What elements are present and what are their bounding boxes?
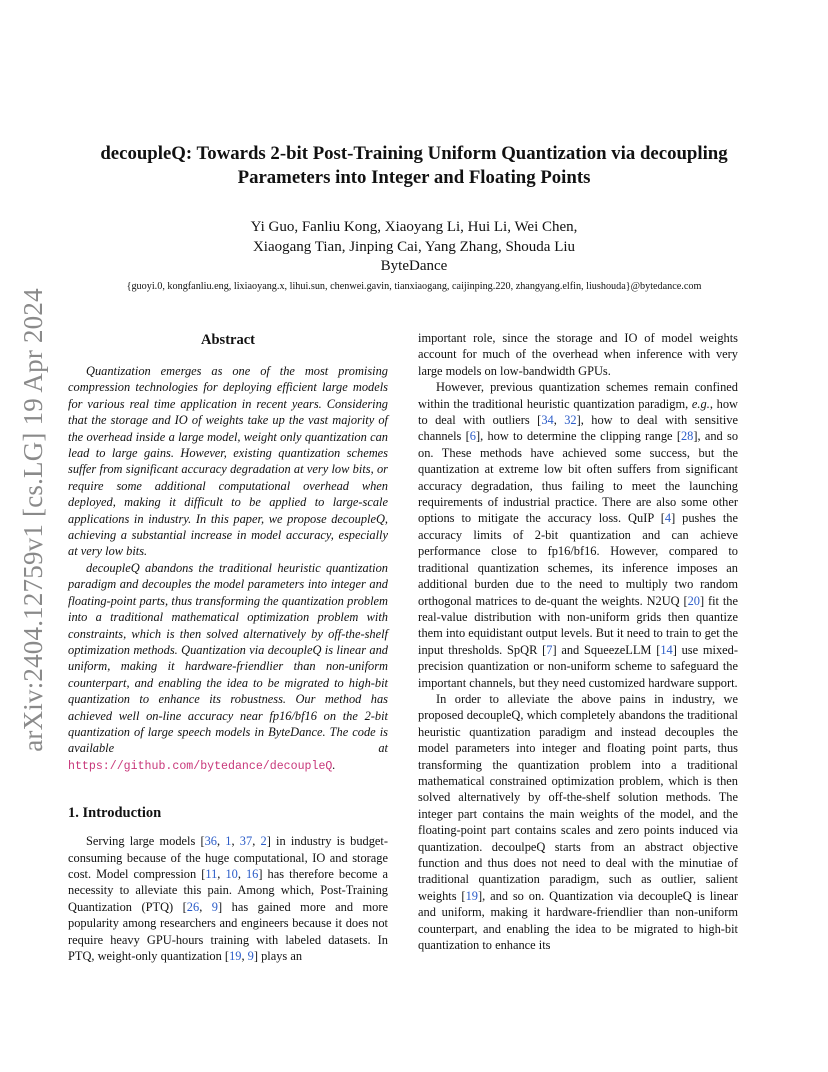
arxiv-identifier: arXiv:2404.12759v1 [cs.LG] 19 Apr 2024: [18, 288, 48, 752]
citation-link[interactable]: 37: [239, 834, 253, 849]
citation-link[interactable]: 32: [564, 413, 577, 428]
citation-link[interactable]: 36: [204, 834, 217, 849]
paper-title: [70, 142, 758, 190]
text-run: ] plays an: [253, 949, 303, 963]
text-run: ] has therefore become a necessity to alleviate this pain. Among which, Post-Training Quantization (PTQ) [: [68, 866, 388, 914]
title-line-2: Parameters into Integer and Floating Points: [237, 167, 591, 188]
text-run: e.g.: [691, 396, 710, 411]
text-run: ,: [553, 413, 565, 428]
abstract-heading: Abstract: [201, 332, 255, 348]
citation-link[interactable]: 19: [465, 888, 478, 903]
text-run: ,: [231, 834, 240, 849]
citation-link[interactable]: 9: [211, 899, 218, 914]
text-run: ] and SqueezeLLM [: [552, 642, 661, 657]
text-run: ,: [252, 834, 261, 849]
text-run: ,: [241, 949, 248, 963]
text-run: Serving large models [: [86, 834, 205, 849]
text-run: ], and so on. Quantization via decoupleQ is linear and uniform, making it hardware-friendlier than non-uniform counterpart, and enabling the idea to be migrated to high-bit quantization to enhance its: [418, 888, 738, 953]
text-run: ,: [217, 866, 226, 881]
text-run: In order to alleviate the above pains in industry, we proposed decoupleQ, which completely abandons the traditional heuristic quantization paradigm and instead decouples the model parameters into integer and floating point parts, thus transforming the quantization problem into a traditional mathematical constrained optimization problem, which is then solved alternatively by off-the-shelf solution methods. The integer part contains the main weights of the model, and the floating-point part contains scales and zero points induced via quantization. decoulpeQ starts from an abstract objective function and thus does not need to deal with the minutiae of traditional quantization paradigm, such as outlier, salient weights [: [418, 691, 738, 903]
title-line-1: decoupleQ: Towards 2-bit Post-Training Uniform Quantization via decoupling: [100, 143, 728, 164]
intro-paragraph-1-continued: important role, since the storage and IO of model weights account for much of the overhead when inference with very large models on low-bandwidth GPUs.: [418, 331, 738, 378]
author-emails: {guoyi.0, kongfanliu.eng, lixiaoyang.x, lihui.sun, chenwei.gavin, tianxiaogang, caijinping.220, zhangyang.elfin, liushouda}@bytedance.com: [126, 281, 702, 292]
text-run: ] in industry is budget-consuming because of the huge computational, IO and storage cost. Model compression [: [68, 834, 388, 881]
text-run: ,: [237, 866, 246, 881]
text-run: However, previous quantization schemes remain confined within the traditional heuristic quantization paradigm,: [418, 380, 738, 411]
text-run: ] has gained more and more popularity among researchers and engineers because it does not require heavy GPU-hours training with labeled datasets. In PTQ, weight-only quantization [: [68, 899, 388, 963]
citation-link[interactable]: 1: [225, 834, 232, 849]
citation-link[interactable]: 11: [205, 866, 218, 881]
citation-link[interactable]: 16: [245, 866, 259, 881]
text-run: ] pushes the accuracy limits of 2-bit quantization and can achieve performance close to fp16/bf16. However, compared to traditional quantization schemes, its inference imposes an additional burden due to the need to multiply two random orthogonal matrices to de-quant the weights. N2UQ [: [418, 511, 738, 608]
abstract-paragraph-2: decoupleQ abandons the traditional heuristic quantization paradigm and decouples the model parameters into integer and floating-point parts, thus transforming the quantization problem into a traditional mathematical optimization problem with constraints, which is then solved alternatively by off-the-shelf optimization methods. Quantization via decoupleQ is linear and uniform, making it hardware-friendlier than non-uniform counterpart, and enabling the idea to be migrated to high-bit quantization to enhance its robustness. Our method has achieved well on-line accuracy near fp16/bf16 on the 2-bit quantization of large speech models in ByteDance. The code is available at https://github.com/bytedance/decoupleQ.: [68, 560, 388, 773]
text-run: ], and so on. These methods have achieved some success, but the quantization at extreme low bit often suffers from significant accuracy degradation, thus failing to meet the launching requirements of industrial practice. There are also some other options to mitigate the accuracy loss. QuIP [: [418, 429, 739, 526]
citation-link[interactable]: 7: [546, 642, 553, 657]
text-run: ,: [217, 834, 226, 849]
abstract-paragraph-2-text: decoupleQ abandons the traditional heuristic quantization paradigm and decouples the model parameters into integer and floating-point parts, thus transforming the quantization problem into a traditional mathematical optimization problem with constraints, which is then solved alternatively by off-the-shelf optimization methods. Quantization via decoupleQ is linear and uniform, making it hardware-friendlier than non-uniform counterpart, and enabling the idea to be migrated to high-bit quantization to enhance its robustness. Our method has achieved well on-line accuracy near fp16/bf16 on the 2-bit quantization of large speech models in ByteDance. The code is available at: [68, 560, 388, 756]
text-run: ] fit the real-value distribution with non-uniform grids then quantize them into equidistant output levels. But it need to train to get the input thresholds. SpQR [: [418, 593, 738, 657]
text-run: ], how to determine the clipping range [: [475, 429, 681, 444]
abstract-paragraph-1: Quantization emerges as one of the most promising compression technologies for deploying efficient large models for various real time application in recent years. Considering that the storage and IO of weights take up the vast majority of the overhead inside a large model, weight only quantization can lead to large gains. However, existing quantization schemes suffer from significant accuracy degradation at very low bits, or require some additional computational overhead when deployed, making it difficult to be applied to large-scale applications in industry. In this paper, we propose decoupleQ, achieving a substantial increase in model accuracy, especially at very low bits.: [68, 364, 388, 559]
left-column: [68, 330, 388, 964]
intro-paragraph-2: [418, 379, 738, 691]
code-url-link[interactable]: https://github.com/bytedance/decoupleQ: [68, 759, 333, 773]
intro-paragraph-1: [68, 833, 388, 964]
authors-line-2: Xiaogang Tian, Jinping Cai, Yang Zhang, Shouda Liu: [252, 238, 576, 255]
citation-link[interactable]: 14: [660, 642, 673, 657]
citation-link[interactable]: 28: [680, 429, 694, 444]
citation-link[interactable]: 9: [247, 949, 254, 963]
authors-line-1: Yi Guo, Fanliu Kong, Xiaoyang Li, Hui Li, Wei Chen,: [250, 219, 578, 235]
author-block: [100, 218, 728, 277]
affiliation: ByteDance: [380, 258, 448, 274]
section-heading-introduction: 1. Introduction: [68, 805, 162, 822]
citation-link[interactable]: 10: [225, 866, 238, 881]
text-run: , how to deal with outliers [: [418, 396, 738, 428]
citation-link[interactable]: 19: [229, 949, 242, 963]
intro-paragraph-3: [418, 691, 738, 954]
citation-link[interactable]: 6: [469, 429, 476, 444]
right-column: [418, 330, 738, 953]
text-run: ] use mixed-precision quantization or non-uniform scheme to safeguard the important channels, but they need customized hardware support.: [418, 642, 738, 690]
citation-link[interactable]: 34: [541, 413, 554, 428]
citation-link[interactable]: 2: [260, 834, 267, 849]
text-run: ,: [199, 899, 212, 914]
text-run: ], how to deal with sensitive channels [: [418, 413, 738, 444]
citation-link[interactable]: 4: [664, 511, 672, 526]
citation-link[interactable]: 26: [186, 899, 200, 914]
citation-link[interactable]: 20: [687, 593, 700, 608]
